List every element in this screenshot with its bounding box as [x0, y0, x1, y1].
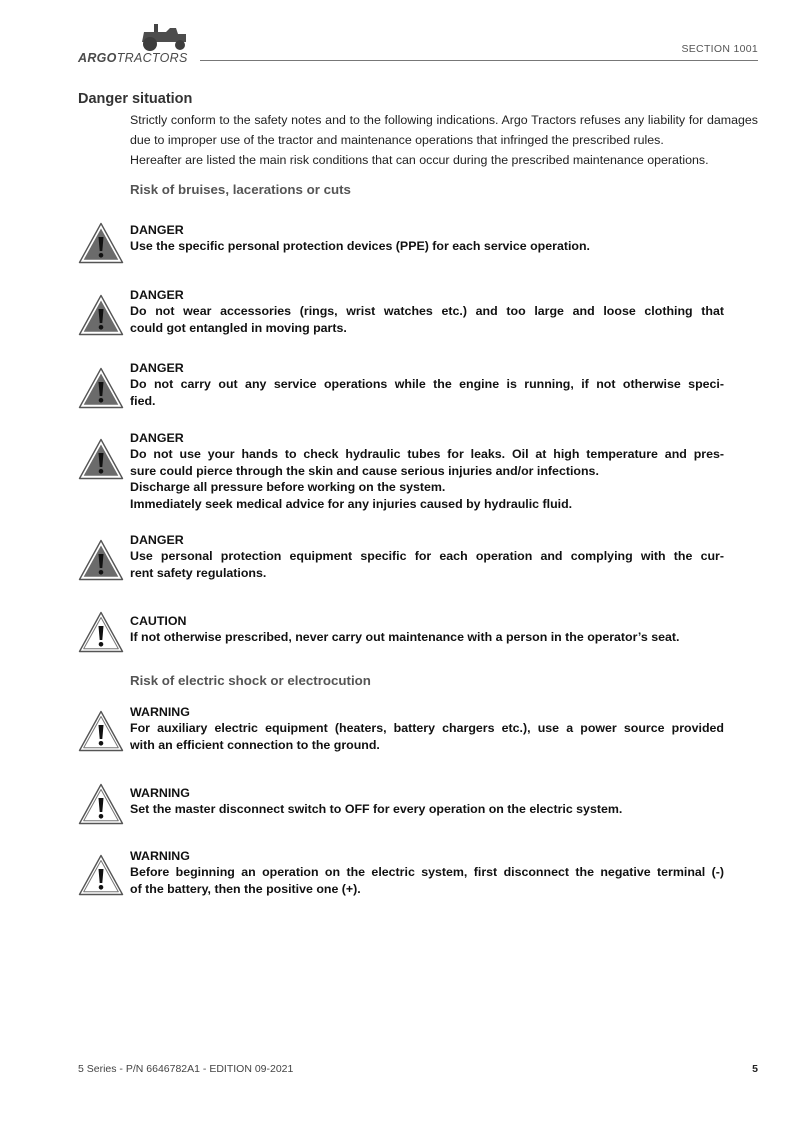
notice-text: sure could pierce through the skin and cause serious injuries and/or infections. [130, 463, 599, 478]
intro-paragraph: Strictly conform to the safety notes and to the following indications. Argo Tractors refuses any liability for damages due to improper use of the tractor and maintenance operations that infringed the prescribed rules. [130, 113, 758, 147]
warning-triangle-icon [78, 539, 124, 581]
notice-text: with an efficient connection to the ground. [130, 737, 380, 752]
notice-text: For auxiliary electric equipment (heaters, battery chargers etc.), use a power source provided [130, 721, 724, 736]
notice-text: fied. [130, 393, 156, 408]
intro-paragraph: Hereafter are listed the main risk conditions that can occur during the prescribed maintenance operations. [130, 153, 709, 167]
warning-triangle-icon [78, 783, 124, 825]
notice-level: DANGER [130, 361, 184, 375]
notice-level: DANGER [130, 223, 184, 237]
notice-level: DANGER [130, 431, 184, 445]
notice-level: WARNING [130, 705, 190, 719]
section-label: SECTION 1001 [681, 43, 758, 55]
notice-level: CAUTION [130, 614, 187, 628]
page-number: 5 [752, 1063, 758, 1075]
notice-text: If not otherwise prescribed, never carry out maintenance with a person in the operator’s seat. [130, 630, 680, 645]
notice-text: could got entangled in moving parts. [130, 320, 347, 335]
warning-triangle-icon [78, 710, 124, 752]
header-divider [200, 60, 758, 61]
notice-text: Do not wear accessories (rings, wrist watches etc.) and too large and loose clothing that [130, 304, 724, 319]
warning-triangle-icon [78, 222, 124, 264]
warning-triangle-icon [78, 438, 124, 480]
notice-text: Do not carry out any service operations while the engine is running, if not otherwise speci- [130, 377, 724, 392]
notice-text: Before beginning an operation on the electric system, first disconnect the negative terminal (-) [130, 865, 724, 880]
warning-triangle-icon [78, 294, 124, 336]
notice-level: DANGER [130, 288, 184, 302]
logo-wordmark: ARGOTRACTORS [78, 51, 188, 65]
tractor-silhouette-icon [136, 22, 194, 52]
intro-text [130, 110, 758, 170]
subheading-bruises: Risk of bruises, lacerations or cuts [130, 182, 351, 197]
argo-tractors-logo [78, 22, 198, 66]
notice-text: Immediately seek medical advice for any injuries caused by hydraulic fluid. [130, 496, 573, 511]
subheading-electric: Risk of electric shock or electrocution [130, 673, 371, 688]
notice-text: Discharge all pressure before working on the system. [130, 480, 446, 495]
notice-text: Set the master disconnect switch to OFF for every operation on the electric system. [130, 802, 623, 817]
notice-text: Use the specific personal protection devices (PPE) for each service operation. [130, 239, 590, 254]
notice-text: of the battery, then the positive one (+). [130, 881, 361, 896]
notice-text: rent safety regulations. [130, 565, 267, 580]
notice-level: WARNING [130, 849, 190, 863]
warning-triangle-icon [78, 367, 124, 409]
page-title: Danger situation [78, 91, 193, 107]
notice-level: DANGER [130, 533, 184, 547]
notice-level: WARNING [130, 786, 190, 800]
warning-triangle-icon [78, 854, 124, 896]
notice-text: Do not use your hands to check hydraulic tubes for leaks. Oil at high temperature and pres- [130, 447, 724, 462]
footer-edition: 5 Series - P/N 6646782A1 - EDITION 09-2021 [78, 1063, 294, 1075]
notice-text: Use personal protection equipment specific for each operation and complying with the cur- [130, 549, 724, 564]
warning-triangle-icon [78, 611, 124, 653]
